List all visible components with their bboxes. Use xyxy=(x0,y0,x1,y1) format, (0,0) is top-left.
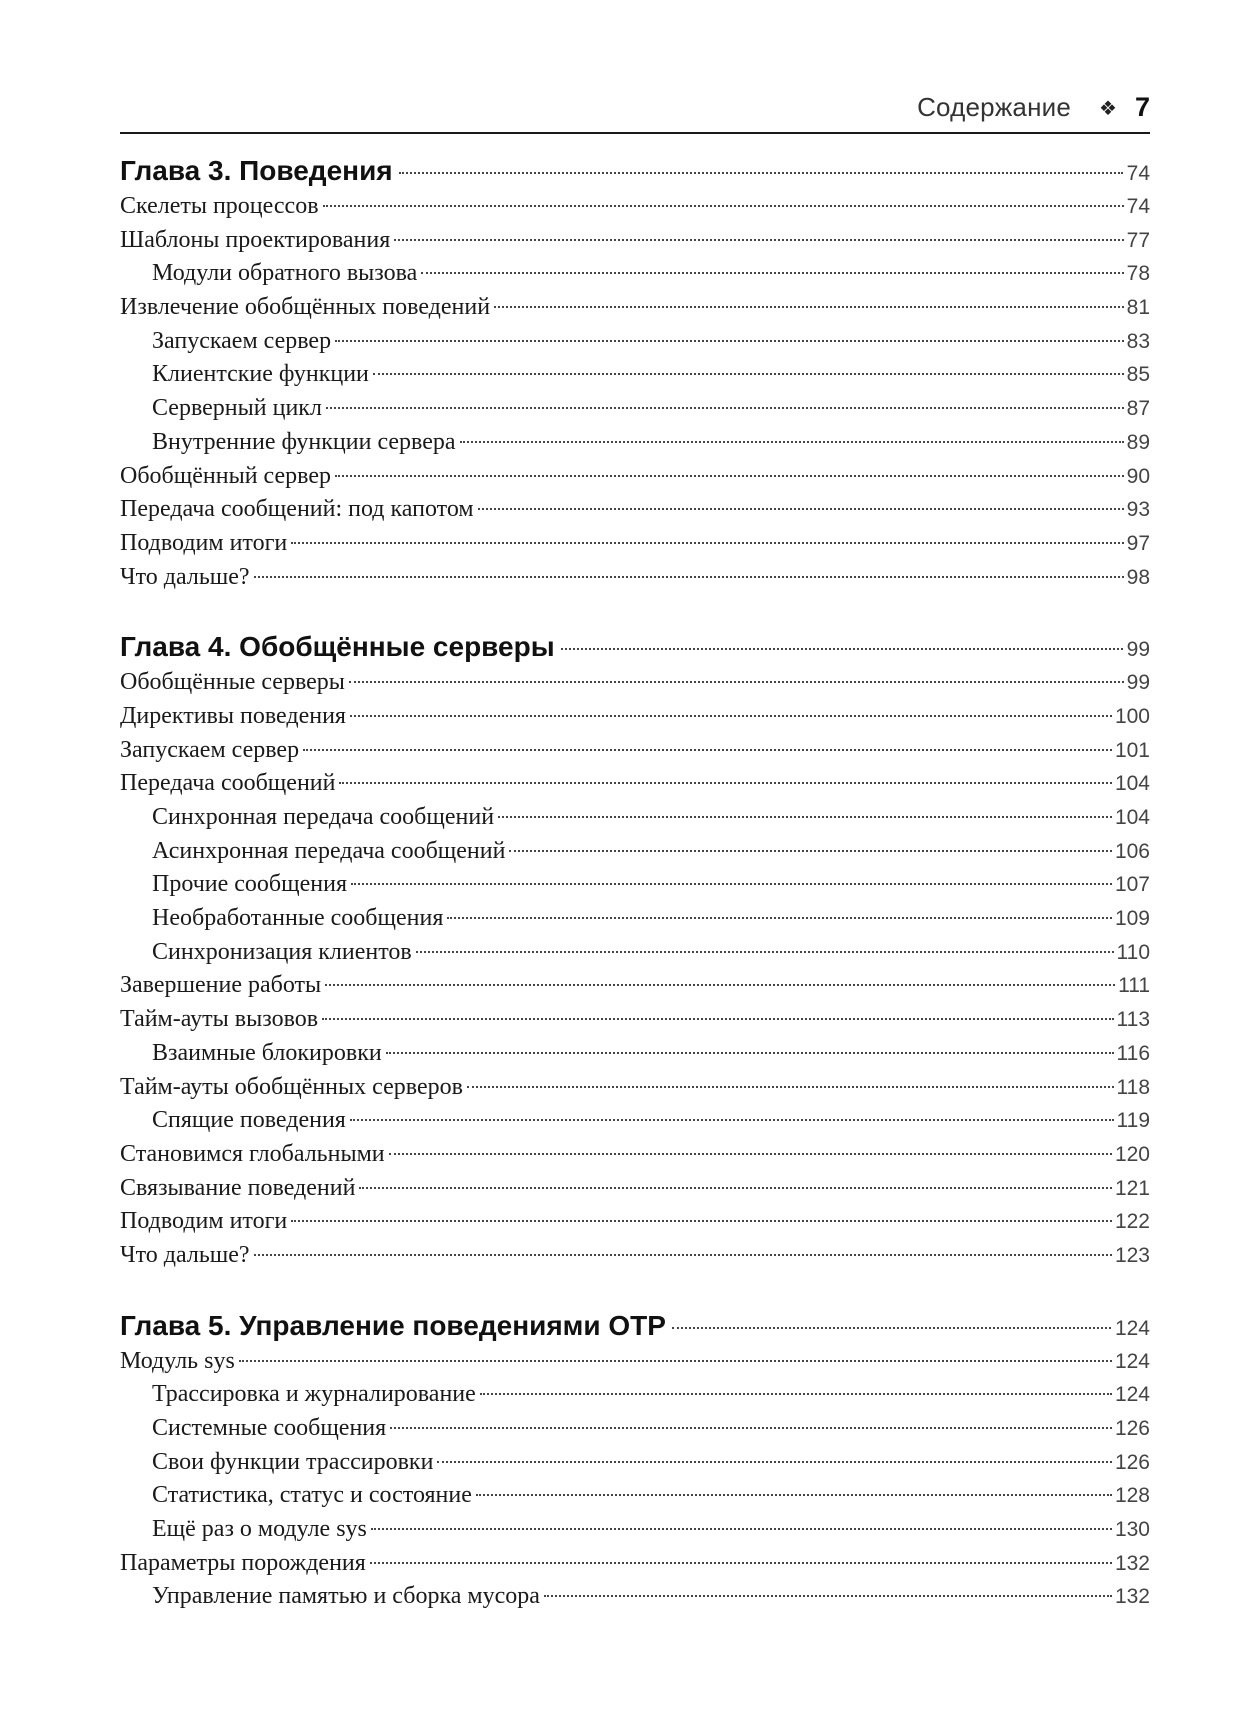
chapter-title: Глава 3. Поведения xyxy=(120,155,393,186)
entry-title: Синхронная передача сообщений xyxy=(152,804,495,830)
entry-title: Завершение работы xyxy=(120,972,322,999)
entry-title: Клиентские функции xyxy=(152,361,369,388)
dot-leader xyxy=(480,1393,1112,1395)
dot-leader xyxy=(359,1187,1112,1189)
entry-title: Связывание поведений xyxy=(120,1174,356,1201)
entry-title: Прочие сообщения xyxy=(152,871,347,898)
running-head xyxy=(120,92,1150,134)
entry-page-number: 99 xyxy=(1126,671,1150,695)
chapter-title: Глава 4. Обобщённые серверы xyxy=(120,631,555,663)
dot-leader xyxy=(561,648,1123,650)
toc-entry[interactable] xyxy=(120,460,1150,494)
toc-entry[interactable] xyxy=(120,1547,1150,1581)
entry-title: Шаблоны проектирования xyxy=(120,226,391,253)
dot-leader xyxy=(478,508,1124,510)
entry-page-number: 90 xyxy=(1126,464,1150,488)
toc-entry[interactable] xyxy=(120,1172,1150,1206)
toc-entry[interactable] xyxy=(120,734,1150,768)
table-of-contents xyxy=(120,152,1150,1614)
toc-subentry[interactable] xyxy=(120,257,1150,291)
entry-page-number: 83 xyxy=(1126,329,1150,353)
entry-title: Обобщённые серверы xyxy=(120,669,345,696)
toc-subentry[interactable] xyxy=(120,1446,1150,1480)
entry-page-number: 109 xyxy=(1114,907,1150,931)
toc-subentry[interactable] xyxy=(120,902,1150,936)
entry-page-number: 81 xyxy=(1126,296,1150,320)
entry-title: Передача сообщений: под капотом xyxy=(120,496,474,523)
entry-title: Тайм-ауты обобщённых серверов xyxy=(120,1073,463,1100)
entry-page-number: 106 xyxy=(1114,839,1150,863)
entry-title: Ещё раз о модуле sys xyxy=(152,1516,367,1543)
entry-page-number: 78 xyxy=(1126,262,1150,286)
dot-leader xyxy=(371,1528,1112,1530)
dot-leader xyxy=(421,272,1123,274)
dot-leader xyxy=(498,816,1112,818)
toc-subentry[interactable] xyxy=(120,1037,1150,1071)
dot-leader xyxy=(447,917,1112,919)
entry-title: Извлечение обобщённых поведений xyxy=(120,294,491,321)
dot-leader xyxy=(239,1360,1112,1362)
toc-entry[interactable] xyxy=(120,969,1150,1003)
entry-title: Запускаем сервер xyxy=(152,327,332,354)
entry-title: Системные сообщения xyxy=(152,1415,387,1441)
entry-page-number: 110 xyxy=(1116,940,1150,964)
dot-leader xyxy=(394,239,1123,241)
entry-page-number: 116 xyxy=(1116,1041,1150,1065)
entry-title: Скелеты процессов xyxy=(120,193,319,219)
toc-entry[interactable] xyxy=(120,493,1150,527)
entry-page-number: 130 xyxy=(1114,1518,1150,1542)
dot-leader xyxy=(291,542,1123,544)
entry-title: Управление памятью и сборка мусора xyxy=(152,1583,540,1610)
page-number: 7 xyxy=(1134,92,1150,122)
entry-title: Внутренние функции сервера xyxy=(152,428,456,455)
dot-leader xyxy=(326,407,1124,409)
dot-leader xyxy=(390,1427,1112,1429)
entry-page-number: 119 xyxy=(1116,1109,1150,1133)
entry-page-number: 93 xyxy=(1126,498,1150,522)
entry-title: Что дальше? xyxy=(120,563,250,590)
dot-leader xyxy=(389,1153,1112,1155)
dot-leader xyxy=(335,340,1124,342)
dot-leader xyxy=(322,1018,1113,1020)
dot-leader xyxy=(349,681,1124,683)
dot-leader xyxy=(350,1119,1114,1121)
entry-title: Взаимные блокировки xyxy=(152,1039,382,1066)
entry-title: Запускаем сервер xyxy=(120,736,300,763)
toc-entry[interactable] xyxy=(120,291,1150,325)
toc-chapter-heading[interactable] xyxy=(120,1307,1150,1345)
entry-title: Подводим итоги xyxy=(120,1208,288,1235)
dot-leader xyxy=(335,475,1124,477)
toc-subentry[interactable] xyxy=(120,868,1150,902)
entry-title: Спящие поведения xyxy=(152,1107,346,1134)
entry-page-number: 101 xyxy=(1114,738,1150,762)
dot-leader xyxy=(416,951,1114,953)
entry-page-number: 100 xyxy=(1114,704,1150,728)
toc-subentry[interactable] xyxy=(120,1513,1150,1547)
toc-subentry[interactable] xyxy=(120,1378,1150,1412)
entry-page-number: 104 xyxy=(1114,772,1150,796)
dot-leader xyxy=(386,1052,1114,1054)
toc-subentry[interactable] xyxy=(120,325,1150,359)
dot-leader xyxy=(291,1220,1112,1222)
toc-entry[interactable] xyxy=(120,561,1150,595)
dot-leader xyxy=(460,441,1124,443)
dot-leader xyxy=(339,782,1111,784)
dot-leader xyxy=(373,373,1124,375)
toc-entry[interactable] xyxy=(120,767,1150,801)
dot-leader xyxy=(254,576,1124,578)
entry-title: Модуль sys xyxy=(120,1347,235,1374)
entry-page-number: 89 xyxy=(1126,430,1150,454)
ornament-icon: ❖ xyxy=(1099,98,1117,120)
entry-title: Подводим итоги xyxy=(120,529,288,556)
entry-page-number: 113 xyxy=(1116,1008,1150,1032)
toc-entry[interactable] xyxy=(120,1239,1150,1273)
toc-entry[interactable] xyxy=(120,1138,1150,1172)
chapter-spacer xyxy=(120,594,1150,628)
entry-title: Асинхронная передача сообщений xyxy=(152,837,506,864)
chapter-spacer xyxy=(120,1273,1150,1307)
entry-title: Статистика, статус и состояние xyxy=(152,1482,472,1509)
entry-title: Обобщённый сервер xyxy=(120,462,331,489)
chapter-page-number: 99 xyxy=(1126,638,1150,662)
entry-page-number: 107 xyxy=(1114,873,1150,897)
entry-page-number: 120 xyxy=(1114,1142,1150,1166)
entry-page-number: 124 xyxy=(1114,1383,1150,1407)
entry-title: Передача сообщений xyxy=(120,770,336,797)
toc-subentry[interactable] xyxy=(120,1580,1150,1614)
toc-entry[interactable] xyxy=(120,527,1150,561)
entry-title: Синхронизация клиентов xyxy=(152,938,412,965)
chapter-page-number: 124 xyxy=(1114,1316,1150,1340)
toc-subentry[interactable] xyxy=(120,801,1150,835)
entry-title: Свои функции трассировки xyxy=(152,1448,434,1475)
dot-leader xyxy=(399,172,1123,174)
toc-entry[interactable] xyxy=(120,224,1150,258)
entry-title: Серверный цикл xyxy=(152,395,322,422)
dot-leader xyxy=(467,1086,1114,1088)
toc-entry[interactable] xyxy=(120,190,1150,224)
entry-page-number: 98 xyxy=(1126,565,1150,589)
toc-entry[interactable] xyxy=(120,666,1150,700)
entry-page-number: 111 xyxy=(1118,974,1150,998)
dot-leader xyxy=(350,715,1112,717)
entry-page-number: 121 xyxy=(1114,1176,1150,1200)
entry-page-number: 123 xyxy=(1114,1243,1150,1267)
toc-entry[interactable] xyxy=(120,1003,1150,1037)
entry-page-number: 77 xyxy=(1126,228,1150,252)
entry-title: Становимся глобальными xyxy=(120,1140,385,1167)
toc-subentry[interactable] xyxy=(120,1104,1150,1138)
entry-page-number: 85 xyxy=(1126,363,1150,387)
dot-leader xyxy=(254,1254,1112,1256)
dot-leader xyxy=(370,1562,1112,1564)
entry-title: Необработанные сообщения xyxy=(152,905,444,932)
toc-entry[interactable] xyxy=(120,1071,1150,1105)
dot-leader xyxy=(544,1595,1112,1597)
entry-title: Тайм-ауты вызовов xyxy=(120,1006,319,1033)
toc-subentry[interactable] xyxy=(120,835,1150,869)
entry-page-number: 124 xyxy=(1114,1349,1150,1373)
entry-page-number: 87 xyxy=(1126,397,1150,421)
entry-title: Что дальше? xyxy=(120,1241,250,1268)
toc-entry[interactable] xyxy=(120,1205,1150,1239)
entry-title: Параметры порождения xyxy=(120,1549,366,1576)
entry-title: Директивы поведения xyxy=(120,702,346,729)
toc-chapter-heading[interactable] xyxy=(120,152,1150,190)
dot-leader xyxy=(351,883,1112,885)
toc-entry[interactable] xyxy=(120,700,1150,734)
dot-leader xyxy=(509,850,1112,852)
toc-subentry[interactable] xyxy=(120,1479,1150,1513)
toc-subentry[interactable] xyxy=(120,392,1150,426)
dot-leader xyxy=(672,1327,1111,1329)
dot-leader xyxy=(303,749,1112,751)
entry-page-number: 132 xyxy=(1114,1585,1150,1609)
dot-leader xyxy=(494,306,1124,308)
entry-page-number: 132 xyxy=(1114,1551,1150,1575)
dot-leader xyxy=(325,984,1115,986)
entry-page-number: 126 xyxy=(1114,1417,1150,1440)
dot-leader xyxy=(323,205,1124,207)
toc-subentry[interactable] xyxy=(120,936,1150,970)
toc-subentry[interactable] xyxy=(120,358,1150,392)
chapter-title: Глава 5. Управление поведениями OTP xyxy=(120,1309,666,1341)
dot-leader xyxy=(437,1461,1112,1463)
toc-subentry[interactable] xyxy=(120,1412,1150,1446)
toc-entry[interactable] xyxy=(120,1345,1150,1379)
entry-page-number: 104 xyxy=(1114,806,1150,829)
running-head-title: Содержание xyxy=(917,92,1072,122)
chapter-page-number: 74 xyxy=(1126,162,1150,185)
toc-subentry[interactable] xyxy=(120,426,1150,460)
entry-page-number: 97 xyxy=(1126,531,1150,555)
dot-leader xyxy=(476,1494,1112,1496)
entry-page-number: 126 xyxy=(1114,1450,1150,1474)
entry-title: Трассировка и журналирование xyxy=(152,1381,476,1408)
toc-chapter-heading[interactable] xyxy=(120,628,1150,666)
entry-page-number: 74 xyxy=(1126,195,1150,218)
entry-page-number: 118 xyxy=(1116,1075,1150,1099)
entry-title: Модули обратного вызова xyxy=(152,260,418,287)
entry-page-number: 122 xyxy=(1114,1210,1150,1234)
entry-page-number: 128 xyxy=(1114,1484,1150,1508)
